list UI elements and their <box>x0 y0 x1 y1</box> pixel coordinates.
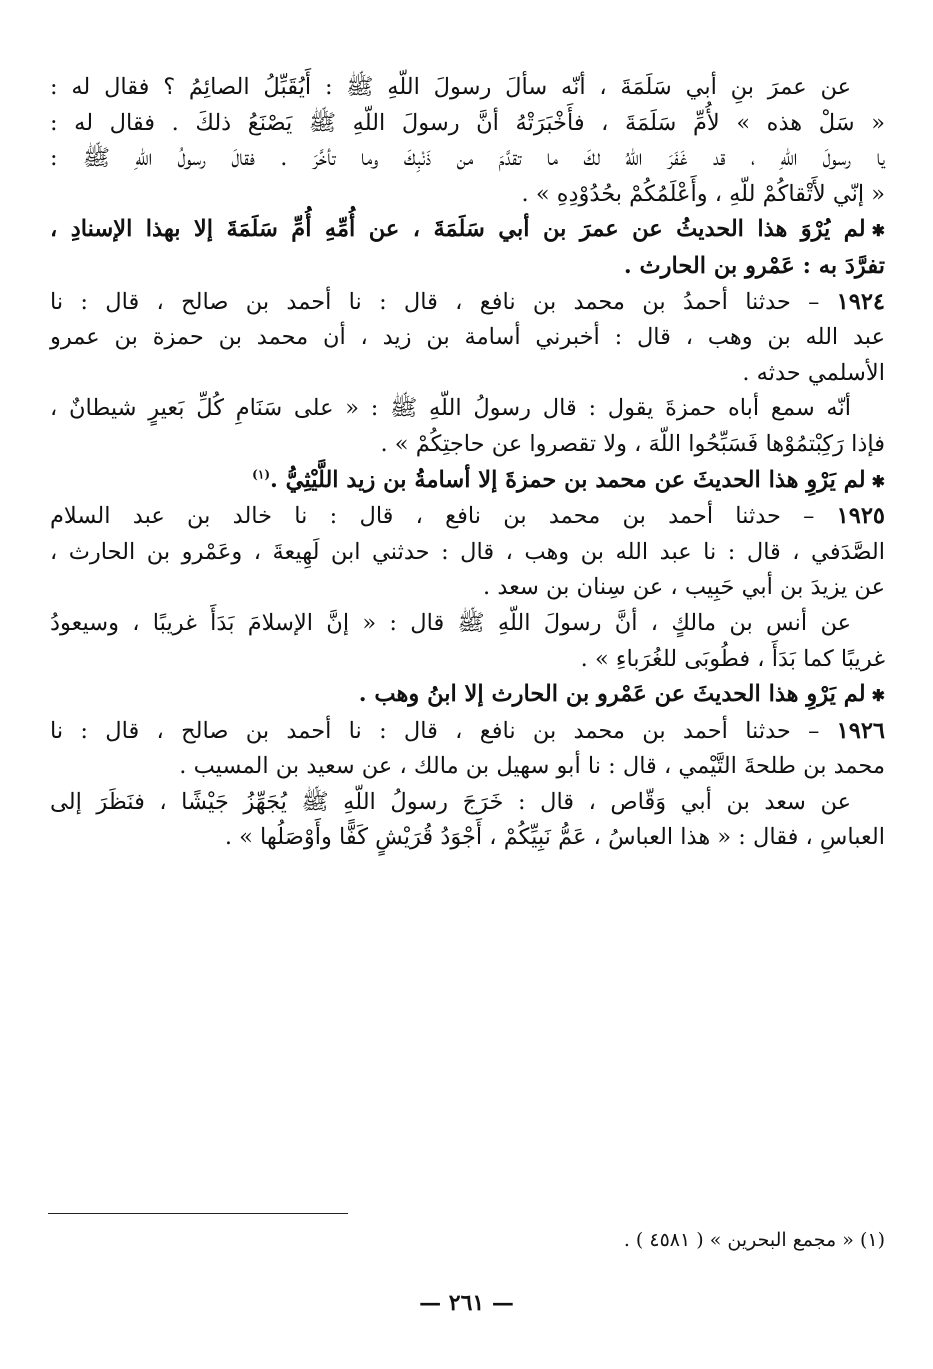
line-text: عن سعد بن أبي وَقّاص ، قال : خَرَجَ رسولُ اللّهِ ﷺ يُجَهِّزُ جَيْشًا ، فنَظَرَ إلى <box>50 788 851 815</box>
text-line <box>50 714 885 750</box>
text-line <box>50 785 885 821</box>
line-text: لم يُرْوَ هذا الحديثُ عن عمرَ بن أبي سَلَمَةَ ، عن أُمِّهِ أُمِّ سَلَمَةَ إلا بهذا الإسنادِ ، <box>50 216 866 243</box>
line-text: فإذا رَكِبْتمُوْها فَسَبِّحُوا اللّهَ ، ولا تقصروا عن حاجتِكُمْ » . <box>380 430 885 457</box>
line-text: عن يزيدَ بن أبي حَبِيب ، عن سِنان بن سعد . <box>483 574 885 601</box>
paragraph <box>50 70 885 212</box>
asterisk-icon: ✱ <box>871 686 885 706</box>
editor-note <box>50 463 885 500</box>
hadith-entry <box>50 285 885 392</box>
line-text: « إنّي لأَتْقاكُمْ للّهِ ، وأَعْلَمُكُمْ بحُدُوْدِهِ » . <box>521 180 885 207</box>
editor-note <box>50 212 885 284</box>
text-line <box>50 70 885 106</box>
line-text: الأسلمي حدثه . <box>742 359 885 386</box>
text-line <box>50 249 885 285</box>
line-text: لم يَرْوِ هذا الحديثَ عن عَمْرو بن الحارث إلا ابنُ وهب . <box>358 681 866 708</box>
hadith-entry <box>50 499 885 606</box>
text-line <box>50 356 885 392</box>
text-line <box>50 499 885 535</box>
footnote-divider <box>48 1213 348 1214</box>
page-body <box>50 70 885 856</box>
text-line <box>50 320 885 356</box>
line-text: الصَّدَفي ، قال : نا عبد الله بن وهب ، قال : حدثني ابن لَهِيعةَ ، وعَمْرو بن الحارث ، <box>50 538 885 565</box>
line-text: لم يَرْوِ هذا الحديثَ عن محمد بن حمزةَ إلا أسامةُ بن زيد اللَّيْثِيُّ . <box>270 466 866 493</box>
line-text: يا رسولَ اللّهِ ، قد غَفَرَ اللّهُ لكَ ما تقدَّمَ من ذَنْبِكَ وما تأخَّرَ . فقالَ رسولُ اللّهِ ﷺ : <box>50 145 885 172</box>
hadith-number: ١٩٢٤ <box>836 288 885 315</box>
hadith-entry <box>50 714 885 785</box>
text-line <box>50 177 885 213</box>
footnote: (١) « مجمع البحرين » ( ٤٥٨١ ) . <box>623 1229 885 1251</box>
paragraph <box>50 606 885 677</box>
text-line <box>50 642 885 678</box>
line-text: « سَلْ هذه » لأُمِّ سَلَمَةَ ، فأَخْبَرَتْهُ أنَّ رسولَ اللّهِ ﷺ يَصْنَعُ ذلكَ . فقال له : <box>50 109 885 136</box>
hadith-number: ١٩٢٦ <box>836 717 885 744</box>
paragraph <box>50 391 885 462</box>
editor-note <box>50 677 885 714</box>
text-line <box>50 285 885 321</box>
text-line <box>50 570 885 606</box>
hadith-number: ١٩٢٥ <box>836 503 885 530</box>
text-line <box>50 391 885 427</box>
line-text: – حدثنا أحمد بن محمد بن نافع ، قال : نا أحمد بن صالح ، قال : نا <box>50 717 820 744</box>
footnote-ref: (١) <box>252 467 270 482</box>
line-text: محمد بن طلحةَ التَّيْمي ، قال : نا أبو سهيل بن مالك ، عن سعيد بن المسيب . <box>179 753 885 780</box>
text-line <box>50 212 885 249</box>
text-line <box>50 141 885 177</box>
line-text: – حدثنا أحمد بن محمد بن نافع ، قال : نا خالد بن عبد السلام <box>50 503 815 530</box>
line-text: أنّه سمع أباه حمزةَ يقول : قال رسولُ اللّهِ ﷺ : « على سَنَامِ كُلِّ بَعيرٍ شيطانٌ ، <box>50 395 851 422</box>
line-text: تفرَّدَ به : عَمْرو بن الحارث . <box>623 252 885 279</box>
text-line <box>50 749 885 785</box>
text-line <box>50 820 885 856</box>
line-text: عن عمرَ بنِ أبي سَلَمَةَ ، أنّه سألَ رسولَ اللّهِ ﷺ : أَيُقَبِّلُ الصائِمُ ؟ فقال له : <box>50 74 851 100</box>
page-number: — ٢٦١ — <box>419 1290 514 1316</box>
text-line <box>50 677 885 714</box>
text-line <box>50 463 885 500</box>
line-text: غريبًا كما بَدَأَ ، فطُوبَى للغُرَباءِ » . <box>580 645 885 672</box>
line-text: – حدثنا أحمدُ بن محمد بن نافع ، قال : نا أحمد بن صالح ، قال : نا <box>50 288 820 315</box>
paragraph <box>50 785 885 856</box>
line-text: عبد الله بن وهب ، قال : أخبرني أسامة بن زيد ، أن محمد بن حمزة بن عمرو <box>50 324 885 351</box>
line-text: العباسِ ، فقال : « هذا العباسُ ، عَمُّ نَبِيِّكُمْ ، أَجْوَدُ قُرَيْشٍ كَفًّا وأَوْصَلُها » . <box>224 824 885 851</box>
asterisk-icon: ✱ <box>871 471 885 491</box>
text-line <box>50 535 885 571</box>
text-line <box>50 106 885 142</box>
line-text: عن أنس بن مالكٍ ، أنَّ رسولَ اللّهِ ﷺ قال : « إنَّ الإسلامَ بَدَأَ غريبًا ، وسيعودُ <box>50 609 851 636</box>
text-line <box>50 427 885 463</box>
asterisk-icon: ✱ <box>871 221 885 241</box>
text-line <box>50 606 885 642</box>
